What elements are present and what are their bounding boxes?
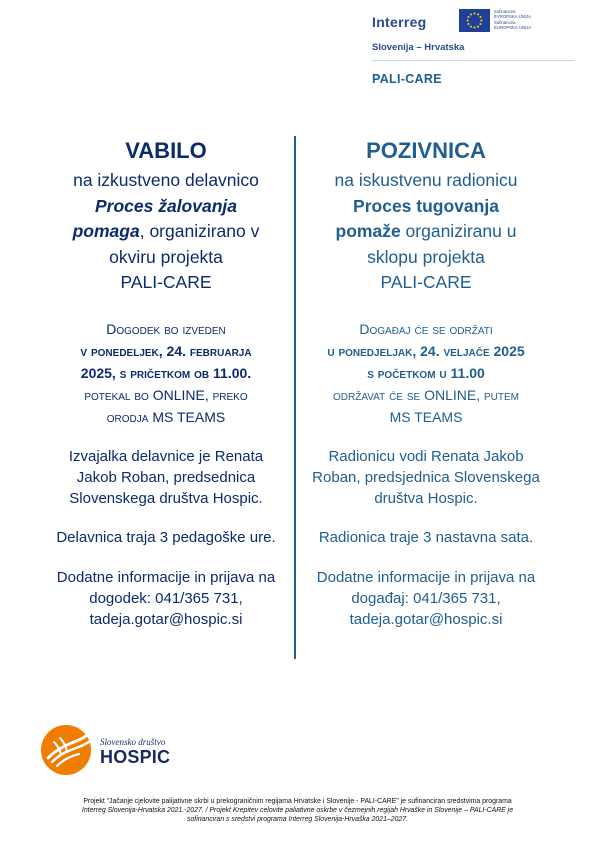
event-date-info: Događaj će se održati u ponedjeljak, 24. veljače 2025 s početkom u 11.00 održavat će se ONLINE, putem MS TEAMS xyxy=(327,320,525,425)
eu-cofunding-text: Sofinancira EVROPSKA UNIJA Sufinancira EUROPSKA UNIJA xyxy=(494,9,532,30)
project-name: PALI-CARE xyxy=(372,72,442,86)
invitation-title: POZIVNICA xyxy=(366,138,486,163)
duration-info: Delavnica traja 3 pedagoške ure. xyxy=(56,528,276,546)
invitation-intro: na iskustvenu radionicu Proces tugovanja pomaže organiziranu u sklopu projekta PALI-CARE xyxy=(334,170,518,292)
hospic-hands-icon xyxy=(40,724,96,776)
slovene-invitation xyxy=(34,138,298,630)
lecturer-info: Izvajalka delavnice je Renata Jakob Roban, predsednica Slovenskega društva Hospic. xyxy=(68,447,264,507)
hospic-logo xyxy=(40,724,180,776)
lecturer-info: Radionicu vodi Renata Jakob Roban, predsjednica Slovenskega društva Hospic. xyxy=(312,447,540,507)
funding-footer: Projekt "Jačanje cjelovite palijativne skrbi u prekograničnim regijama Hrvatske i Slovenije - PALI-CARE" je sufinanciran sredstvima programa Interreg Slovenija-Hrvatska 2021.-2027. / Projekt Krepitev celovite paliativne oskrbe v čezmejnih regijah Hrvaške in Slovenije – PALI-CARE je sofinanciran s sredstvi programa Interreg Slovenija-Hrvaška 2021–2027. xyxy=(81,798,514,823)
logo-subtitle: Slovensko društvo xyxy=(100,737,166,747)
contact-info: Dodatne informacije in prijava na dogodek: 041/365 731, tadeja.gotar@hospic.si xyxy=(56,568,276,628)
eu-flag-icon xyxy=(459,9,490,32)
interreg-logo-text: Interreg xyxy=(372,14,427,30)
invitation-intro: na izkustveno delavnico Proces žalovanja pomaga, organizirano v okviru projekta PALI-CARE xyxy=(72,170,260,292)
duration-info: Radionica traje 3 nastavna sata. xyxy=(318,528,534,546)
invitation-title: VABILO xyxy=(125,138,207,163)
logo-title: HOSPIC xyxy=(100,747,171,767)
event-date-info: Dogodek bo izveden v ponedeljek, 24. februarja 2025, s pričetkom ob 11.00. potekal bo ONLINE, preko orodja MS TEAMS xyxy=(80,320,252,425)
contact-info: Dodatne informacije in prijava na događaj: 041/365 731, tadeja.gotar@hospic.si xyxy=(316,568,536,628)
programme-label: Slovenija – Hrvatska xyxy=(372,42,465,53)
header-divider xyxy=(372,60,574,61)
croatian-invitation xyxy=(298,138,554,630)
